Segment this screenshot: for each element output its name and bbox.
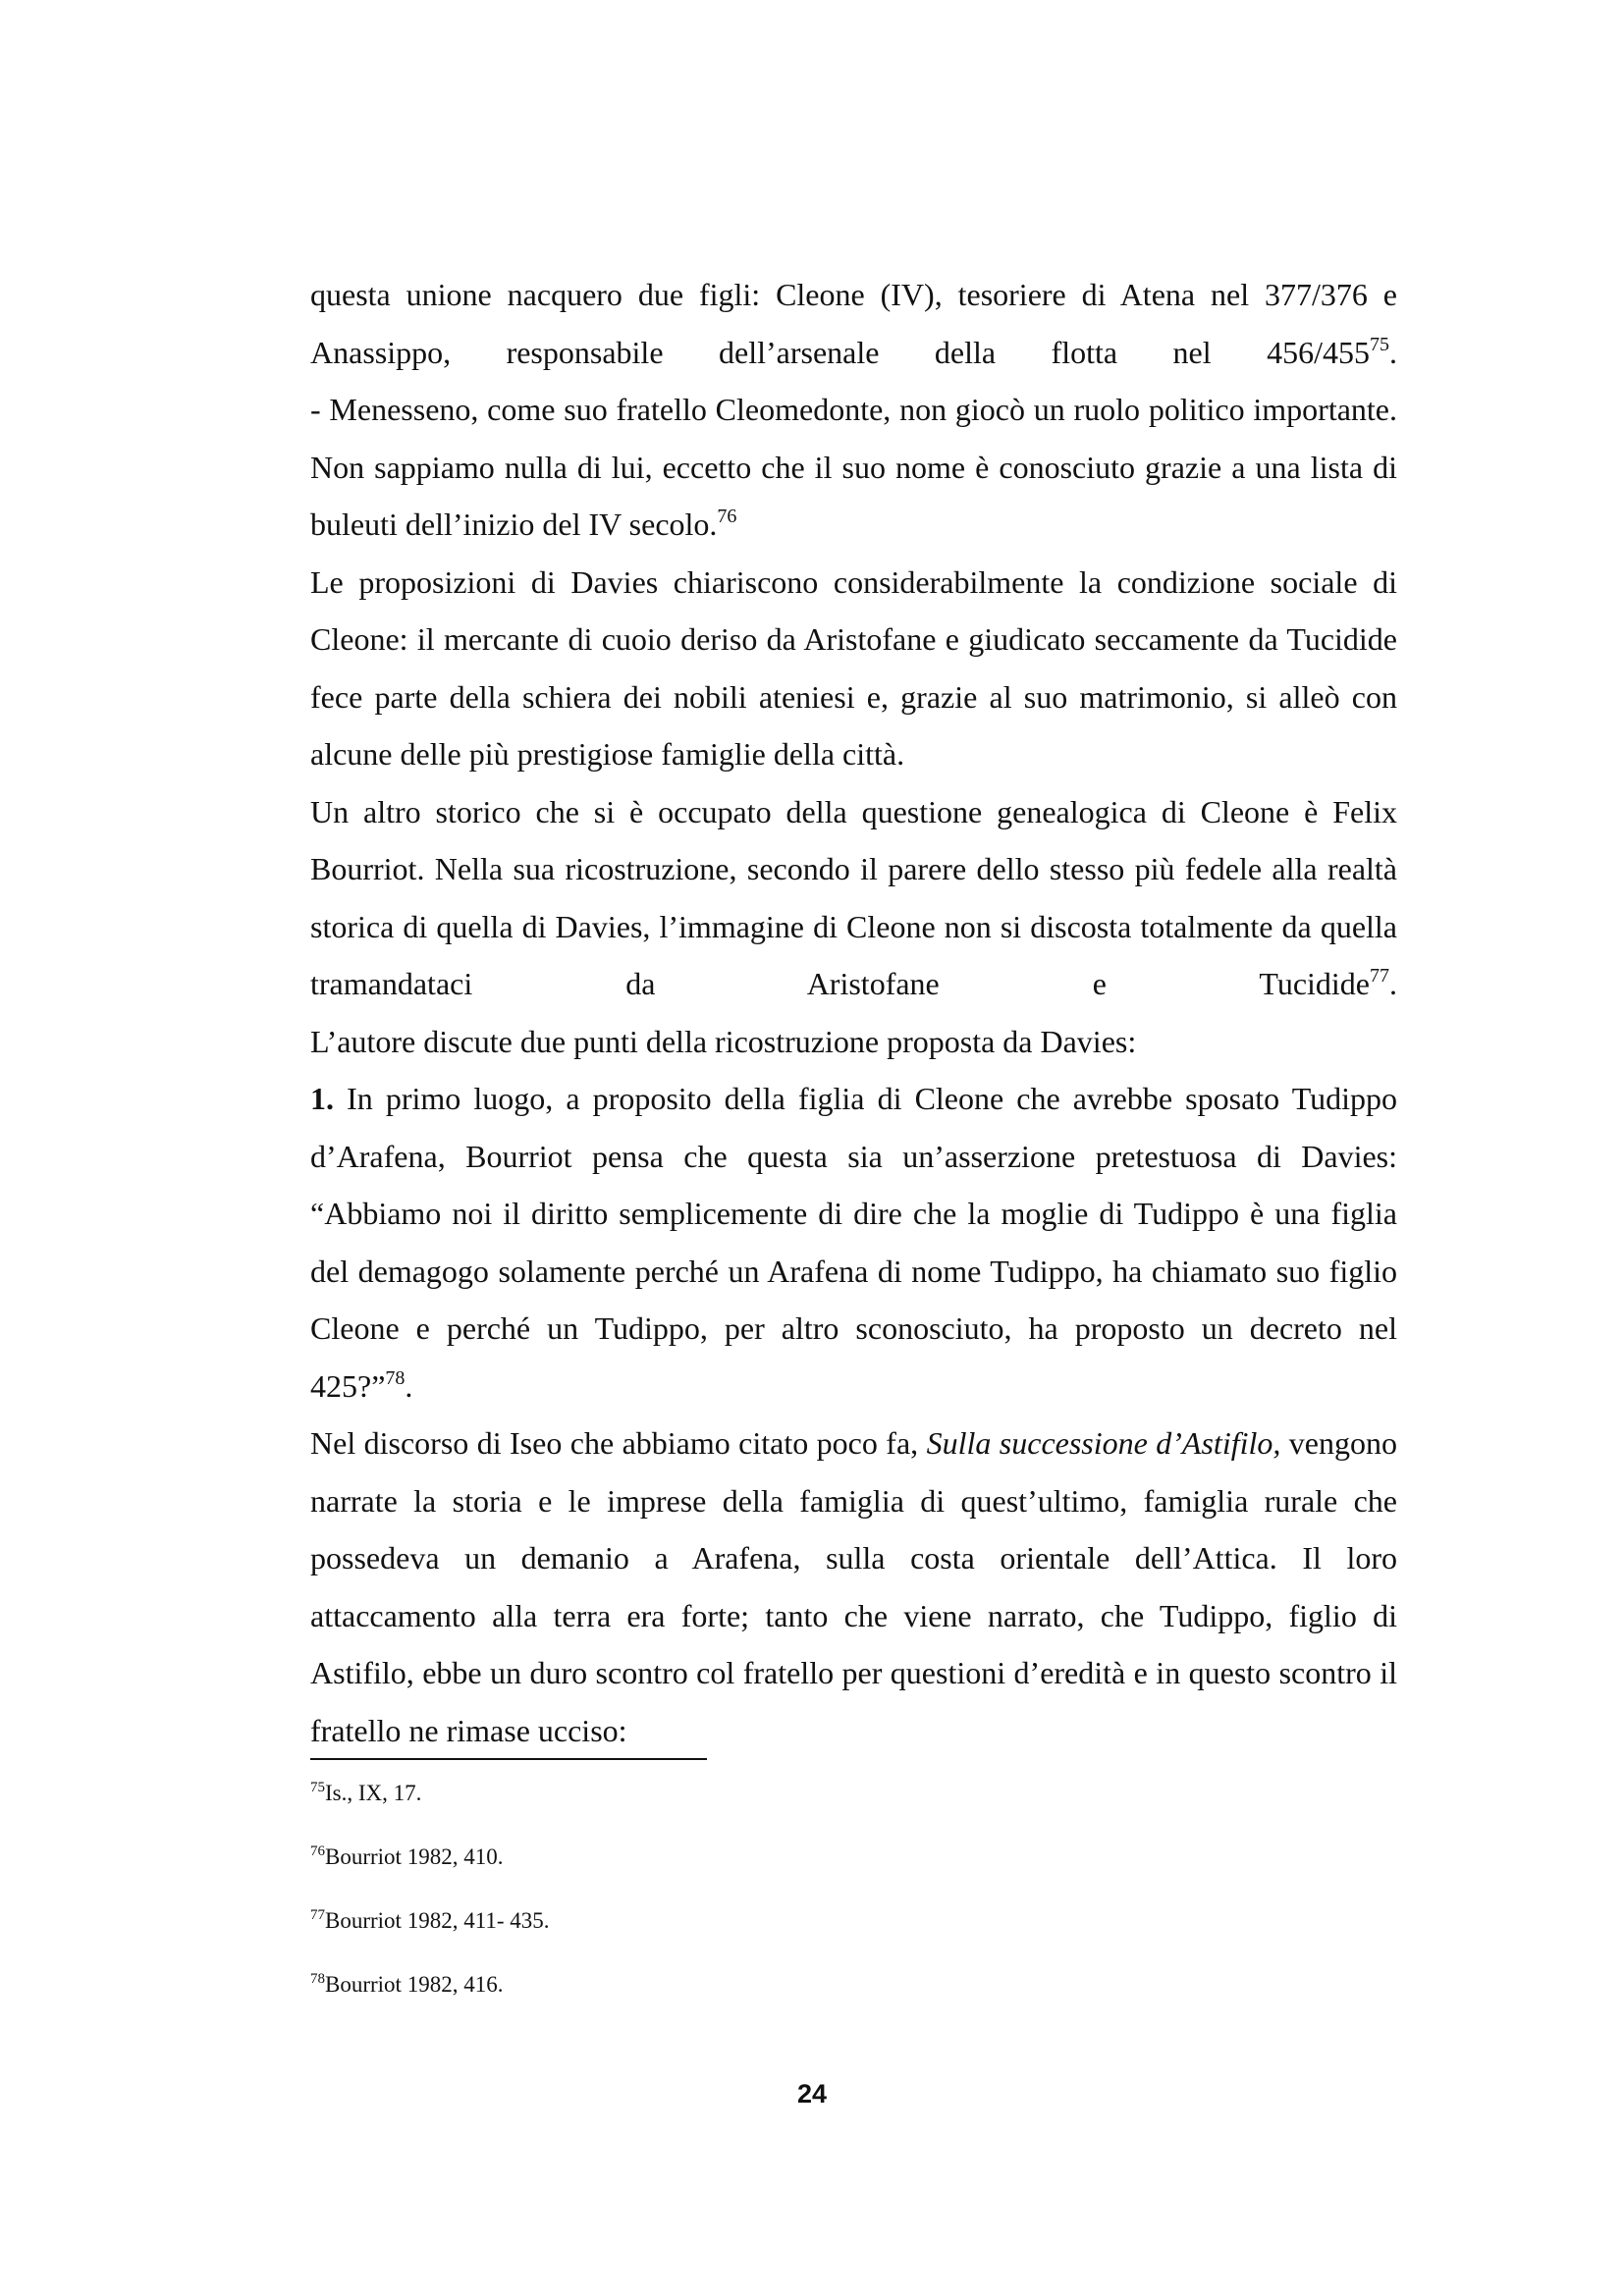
paragraph [310, 266, 1397, 381]
footnote-text: Is., IX, 17. [325, 1781, 422, 1805]
text-run: . [1389, 966, 1397, 1001]
paragraph [310, 1013, 1397, 1071]
text-run: In primo luogo, a proposito della figlia di Cleone che avrebbe sposato Tudippo d’Arafena, Bourriot pensa che questa sia un’asserzione pretestuosa di Davies: “Abbiamo noi il diritto semplicemente di dire che la moglie di Tudippo è una figlia del demagogo solamente perché un Arafena di nome Tudippo, ha chiamato suo figlio Cleone e perché un Tudippo, per altro sconosciuto, ha proposto un decreto nel 425?” [310, 1081, 1397, 1404]
paragraph [310, 554, 1397, 783]
footnotes [310, 1777, 1096, 2032]
footnote-number: 75 [310, 1780, 325, 1795]
page-number: 24 [796, 2079, 828, 2109]
footnote-text: Bourriot 1982, 410. [325, 1844, 504, 1869]
work-title: Sulla successione d’Astifilo, [926, 1425, 1281, 1461]
paragraph [310, 1070, 1397, 1415]
text-run: Le proposizioni di Davies chiariscono considerabilmente la condizione sociale di Cleone: il mercante di cuoio deriso da Aristofane e giudicato seccamente da Tucidide fece parte della schiera dei nobili ateniesi e, grazie al suo matrimonio, si alleò con alcune delle più prestigiose famiglie della città. [310, 563, 1397, 772]
footnote-ref: 77 [1370, 965, 1389, 987]
text-run: Un altro storico che si è occupato della questione genealogica di Cleone è Felix Bourriot. Nella sua ricostruzione, secondo il parere dello stesso più fedele alla realtà storica di quella di Davies, l’immagine di Cleone non si discosta totalmente da quella tramandataci da Aristofane e Tucidide [310, 793, 1397, 1001]
footnote [310, 1904, 1096, 1968]
paragraph [310, 1415, 1397, 1759]
paragraph [310, 381, 1397, 554]
footnote-ref: 75 [1370, 333, 1389, 355]
text-run: - Menesseno, come suo fratello Cleomedonte, non giocò un ruolo politico importante. Non sappiamo nulla di lui, eccetto che il suo nome è conosciuto grazie a una lista di buleuti dell’inizio del IV secolo. [310, 392, 1397, 542]
footnote-number: 76 [310, 1843, 325, 1859]
text-run: questa unione nacquero due figli: Cleone (IV), tesoriere di Atena nel 377/376 e Anassippo, responsabile dell’arsenale della flotta nel 456/455 [310, 277, 1397, 370]
body-text [310, 266, 1397, 1759]
list-number: 1. [310, 1081, 334, 1116]
text-run: . [405, 1367, 413, 1404]
footnote-text: Bourriot 1982, 416. [325, 1972, 504, 1997]
footnote-ref: 76 [717, 506, 737, 527]
text-run: vengono narrate la storia e le imprese della famiglia di quest’ultimo, famiglia rurale che possedeva un demanio a Arafena, sulla costa orientale dell’Attica. Il loro attaccamento alla terra era forte; tanto che viene narrato, che Tudippo, figlio di Astifilo, ebbe un duro scontro col fratello per questioni d’eredità e in questo scontro il fratello ne rimase ucciso: [310, 1425, 1398, 1748]
footnote [310, 1968, 1096, 2032]
footnote-separator [310, 1758, 707, 1760]
footnote-text: Bourriot 1982, 411- 435. [325, 1908, 550, 1933]
footnote-ref: 78 [385, 1366, 406, 1389]
paragraph [310, 783, 1397, 1013]
text-run: . [1389, 334, 1397, 370]
footnote-number: 77 [310, 1907, 325, 1923]
footnote [310, 1841, 1096, 1904]
footnote-number: 78 [310, 1971, 325, 1987]
text-run: Nel discorso di Iseo che abbiamo citato poco fa, [310, 1425, 927, 1461]
text-run: L’autore discute due punti della ricostruzione proposta da Davies: [310, 1023, 1137, 1059]
footnote [310, 1777, 1096, 1841]
